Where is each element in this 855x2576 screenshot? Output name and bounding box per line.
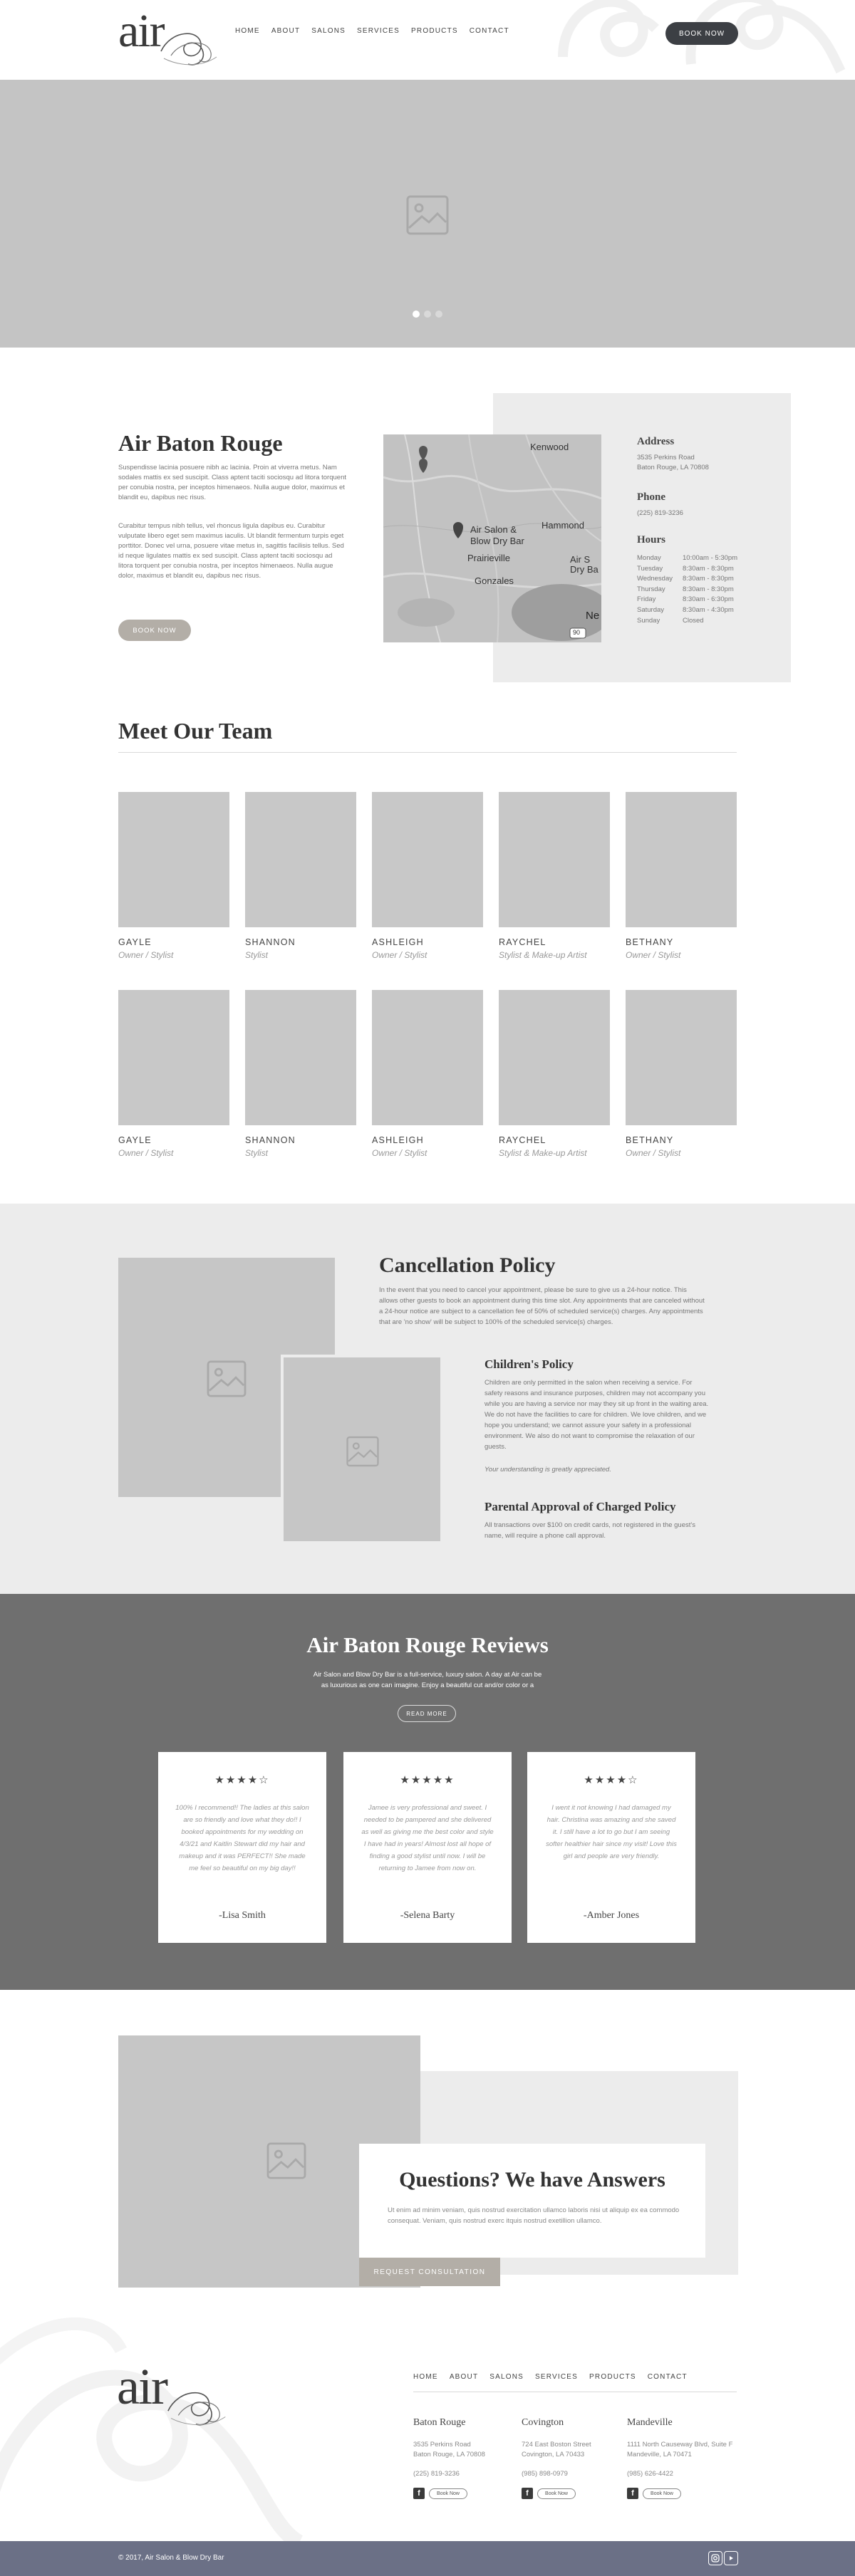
team-member-role: Owner / Stylist [372,950,428,960]
footer-nav-contact[interactable]: CONTACT [647,2373,688,2381]
hours-row [637,565,737,575]
footer-address-line: Baton Rouge, LA 70808 [413,2451,485,2458]
facebook-icon[interactable]: f [522,2488,533,2499]
map-label-highway: 90 [573,629,581,636]
footer-location-baton-rouge [413,2417,520,2499]
team-member-photo [499,792,610,927]
review-quote: I went it not knowing I had damaged my hair. Christina was amazing and she saved it. I still have a lot to go but I am seeing softer healthier hair since my visit! Love this girl and people are very friendly. [546,1804,677,1860]
team-member-name: RAYCHEL [499,937,546,947]
review-author: -Selena Barty [400,1910,455,1921]
hours-time: Closed [683,616,704,625]
location-book-now-button[interactable]: BOOK NOW [118,620,191,641]
team-member-photo [372,792,483,927]
team-divider [118,752,737,753]
team-member-name: ASHLEIGH [372,1135,424,1145]
footer-location-mandeville [627,2417,734,2499]
hours-row [637,554,737,565]
slider-dot-1[interactable] [413,311,420,318]
team-member-photo [626,792,737,927]
team-member-card[interactable] [499,792,610,960]
address-line-2: Baton Rouge, LA 70808 [637,464,709,471]
reviews-intro-line: as luxurious as one can imagine. Enjoy a beautiful cut and/or color or a [321,1681,534,1689]
footer-logo[interactable] [117,2358,231,2427]
team-member-card[interactable] [372,990,483,1158]
team-member-role: Stylist [245,950,269,960]
review-author: -Amber Jones [583,1910,640,1921]
address-line-1: 3535 Perkins Road [637,454,695,462]
parental-policy-text: All transactions over $100 on credit cards, not registered in the guest's name, will require a phone call approval. [484,1521,695,1540]
team-title: Meet Our Team [118,718,273,744]
header-book-now-button[interactable]: BOOK NOW [665,22,738,45]
footer-logo-text: air [117,2358,167,2415]
nav-services[interactable]: SERVICES [357,27,400,35]
footer-actions [413,2488,520,2499]
slider-dots [413,311,442,318]
footer-book-now-button[interactable]: Book Now [537,2488,576,2499]
hours-time: 8:30am - 8:30pm [683,585,734,593]
location-paragraph-2: Curabitur tempus nibh tellus, vel rhoncus ligula dapibus eu. Curabitur vulputate libero eget sem maximus iaculis. Ut blandit fermentum turpis eget porttitor. Donec vel urna, posuere vitae metus in, sagittis facilisis tellus. Sed id neque ligulates mattis ex sed suscipit. Class aptent taciti sociosqu ad litora torquent per conubia nostra, per inceptos himenaeos. Nulla augue dolor, maximus et blandit eu, dapibus nec risus. [118,522,344,580]
review-quote: Jamee is very professional and sweet. I needed to be pampered and she delivered as well as giving me the best color and style I have had in years! Almost lost all hope of finding a good stylist until now. I will be returning to Jamee from now on. [361,1804,494,1872]
faq-title: Questions? We have Answers [399,2168,665,2191]
main-nav [235,27,509,35]
hours-time: 8:30am - 6:30pm [683,595,734,604]
hours-time: 8:30am - 8:30pm [683,575,734,583]
map-label-kenwood: Kenwood [530,442,569,452]
facebook-icon[interactable]: f [627,2488,638,2499]
childrens-policy-title: Children's Policy [484,1357,574,1371]
hours-day: Friday [637,595,656,604]
footer-address-line: Covington, LA 70433 [522,2451,585,2458]
hours-day: Saturday [637,605,665,614]
review-card [343,1752,512,1943]
hours-time: 8:30am - 4:30pm [683,605,734,614]
review-stars: ★★★★☆ [584,1774,639,1786]
instagram-glyph-icon [711,2554,720,2562]
review-card [158,1752,326,1943]
footer-nav [413,2373,688,2381]
hero-slider[interactable] [0,80,855,348]
footer-phone[interactable]: (225) 819-3236 [413,2470,460,2478]
footer-actions [522,2488,628,2499]
footer-book-now-button[interactable]: Book Now [643,2488,681,2499]
cancellation-policy-title: Cancellation Policy [379,1253,556,1277]
hours-day: Monday [637,554,661,562]
team-member-card[interactable] [372,792,483,960]
footer-address-line: 3535 Perkins Road [413,2441,471,2449]
team-member-name: GAYLE [118,1135,152,1145]
nav-salons[interactable]: SALONS [311,27,346,35]
map-label-air-s: Air S [570,554,591,565]
team-member-role: Stylist & Make-up Artist [499,950,587,960]
map-label-prairieville: Prairieville [467,553,510,563]
team-member-name: BETHANY [626,937,674,947]
review-stars: ★★★★☆ [214,1774,270,1786]
footer-nav-about[interactable]: ABOUT [449,2373,479,2381]
review-author: -Lisa Smith [219,1910,266,1921]
footer-city: Baton Rouge [413,2417,466,2428]
team-member-photo [372,990,483,1125]
childrens-policy-note: Your understanding is greatly appreciated. [484,1466,611,1474]
review-stars: ★★★★★ [400,1774,455,1786]
reviews-intro [306,1669,549,1691]
team-member-card[interactable] [118,990,229,1158]
hours-day: Tuesday [637,564,663,573]
hours-row [637,606,737,617]
footer-city: Mandeville [627,2417,673,2428]
logo-swirl-icon [157,23,218,68]
site-logo[interactable] [118,7,218,67]
slider-dot-3[interactable] [435,311,442,318]
team-member-card[interactable] [245,990,356,1158]
team-member-name: BETHANY [626,1135,674,1145]
location-paragraph-1: Suspendisse lacinia posuere nibh ac lacinia. Proin at viverra metus. Nam sodales mattis ex sed suscipit. Class aptent taciti sociosqu ad litora torquent per conubia nostra, per inceptos himenaeos. Nulla augue dolor, maximus et blandit eu, dapibus nec risus. [118,464,346,501]
faq-card [359,2144,705,2258]
copyright-bar [0,2541,855,2576]
team-member-name: SHANNON [245,1135,296,1145]
review-quote: 100% I recommend!! The ladies at this salon are so friendly and love what they do!! I booked appointments for my wedding on 4/3/21 and Kaitlin Stewart did my hair and makeup and it was PERFECT!! She made me feel so beautiful on my big day!! [175,1804,309,1872]
map-label-hammond: Hammond [542,520,584,531]
team-member-photo [245,990,356,1125]
footer-nav-salons[interactable]: SALONS [489,2373,524,2381]
map-label-blow-dry: Blow Dry Bar [470,536,524,546]
footer-phone[interactable]: (985) 898-0979 [522,2470,568,2478]
request-consultation-button[interactable]: REQUEST CONSULTATION [359,2258,500,2286]
address-heading: Address [637,436,675,447]
childrens-policy-text: Children are only permitted in the salon when receiving a service. For safety reasons and insurance purposes, children may not accompany you while you are having a service nor may they sit up front in the waiting area. We do not have the facilities to care for children. We love children, and we hope you understand; we cannot assure your safety in a professional environment. We also do not want to compromise the relaxation of our guests. [484,1379,709,1451]
youtube-glyph-icon [727,2554,735,2562]
policy-image-2 [281,1355,443,1544]
team-member-role: Owner / Stylist [626,1148,681,1158]
team-member-card[interactable] [626,792,737,960]
image-placeholder-icon [266,2142,306,2179]
footer-nav-products[interactable]: PRODUCTS [589,2373,636,2381]
team-member-name: ASHLEIGH [372,937,424,947]
team-member-role: Owner / Stylist [118,950,174,960]
team-member-photo [118,792,229,927]
team-member-card[interactable] [118,792,229,960]
hours-day: Thursday [637,585,665,593]
team-member-name: GAYLE [118,937,152,947]
team-member-card[interactable] [245,792,356,960]
phone-number[interactable]: (225) 819-3236 [637,509,683,517]
location-map[interactable] [383,434,601,642]
phone-heading: Phone [637,491,666,503]
map-label-ne: Ne [586,610,600,622]
hours-time: 10:00am - 5:30pm [683,554,738,562]
footer-nav-services[interactable]: SERVICES [535,2373,579,2381]
site-header [0,0,855,80]
slider-dot-2[interactable] [424,311,431,318]
hours-time: 8:30am - 8:30pm [683,564,734,573]
team-member-card[interactable] [499,990,610,1158]
read-more-button[interactable]: READ MORE [398,1705,456,1722]
team-member-role: Owner / Stylist [372,1148,428,1158]
reviews-intro-line: Air Salon and Blow Dry Bar is a full-service, luxury salon. A day at Air can be [313,1671,542,1679]
hours-day: Sunday [637,616,660,625]
facebook-icon[interactable]: f [413,2488,425,2499]
team-member-name: SHANNON [245,937,296,947]
team-member-role: Stylist & Make-up Artist [499,1148,587,1158]
nav-contact[interactable]: CONTACT [469,27,509,35]
image-placeholder-icon [346,1436,379,1467]
footer-actions [627,2488,734,2499]
footer-book-now-button[interactable]: Book Now [429,2488,467,2499]
team-member-role: Owner / Stylist [118,1148,174,1158]
logo-swirl-icon [160,2382,231,2429]
copyright-text: © 2017, Air Salon & Blow Dry Bar [118,2554,224,2562]
review-card [527,1752,695,1943]
nav-home[interactable]: HOME [235,27,260,35]
footer-city: Covington [522,2417,564,2428]
footer-address-line: 1111 North Causeway Blvd, Suite F [627,2441,733,2449]
team-member-name: RAYCHEL [499,1135,546,1145]
youtube-icon[interactable] [724,2551,738,2565]
team-member-card[interactable] [626,990,737,1158]
parental-policy-title: Parental Approval of Charged Policy [484,1500,676,1513]
team-member-photo [499,990,610,1125]
image-placeholder-icon [406,195,449,235]
team-member-photo [245,792,356,927]
hours-heading: Hours [637,534,666,546]
footer-location-covington [522,2417,628,2499]
team-member-photo [626,990,737,1125]
map-label-dry-ba: Dry Ba [570,564,598,575]
faq-text: Ut enim ad minim veniam, quis nostrud exercitation ullamco laboris nisi ut aliquip ex ea commodo consequat. Veniam, quis nostrud exerc itquis nostrud exetillion ullamco. [388,2206,680,2225]
map-label-salon: Air Salon & [470,524,517,535]
hours-row [637,617,737,627]
footer-phone[interactable]: (985) 626-4422 [627,2470,673,2478]
team-member-role: Stylist [245,1148,269,1158]
hours-table [637,554,737,627]
hours-row [637,575,737,585]
map-label-gonzales: Gonzales [475,575,514,586]
location-title: Air Baton Rouge [118,430,283,456]
footer-address-line: 724 East Boston Street [522,2441,591,2449]
hours-day: Wednesday [637,575,673,583]
footer-address-line: Mandeville, LA 70471 [627,2451,692,2458]
cancellation-policy-text: In the event that you need to cancel your appointment, please be sure to give us a 24-hour notice. This allows other guests to book an appointment during this time slot. Any appointments that are canceled without a 24-hour notice are subject to a cancellation fee of 50% of scheduled service(s) charges. Any appointments that are 'no show' will be subject to 100% of the scheduled service(s) charges. [379,1286,705,1326]
nav-products[interactable]: PRODUCTS [411,27,458,35]
hours-row [637,585,737,596]
reviews-title: Air Baton Rouge Reviews [306,1632,549,1657]
instagram-icon[interactable] [708,2551,722,2565]
nav-about[interactable]: ABOUT [271,27,301,35]
team-member-photo [118,990,229,1125]
team-member-role: Owner / Stylist [626,950,681,960]
footer-nav-home[interactable]: HOME [413,2373,438,2381]
image-placeholder-icon [207,1360,247,1397]
logo-text: air [118,5,164,57]
hours-row [637,595,737,606]
